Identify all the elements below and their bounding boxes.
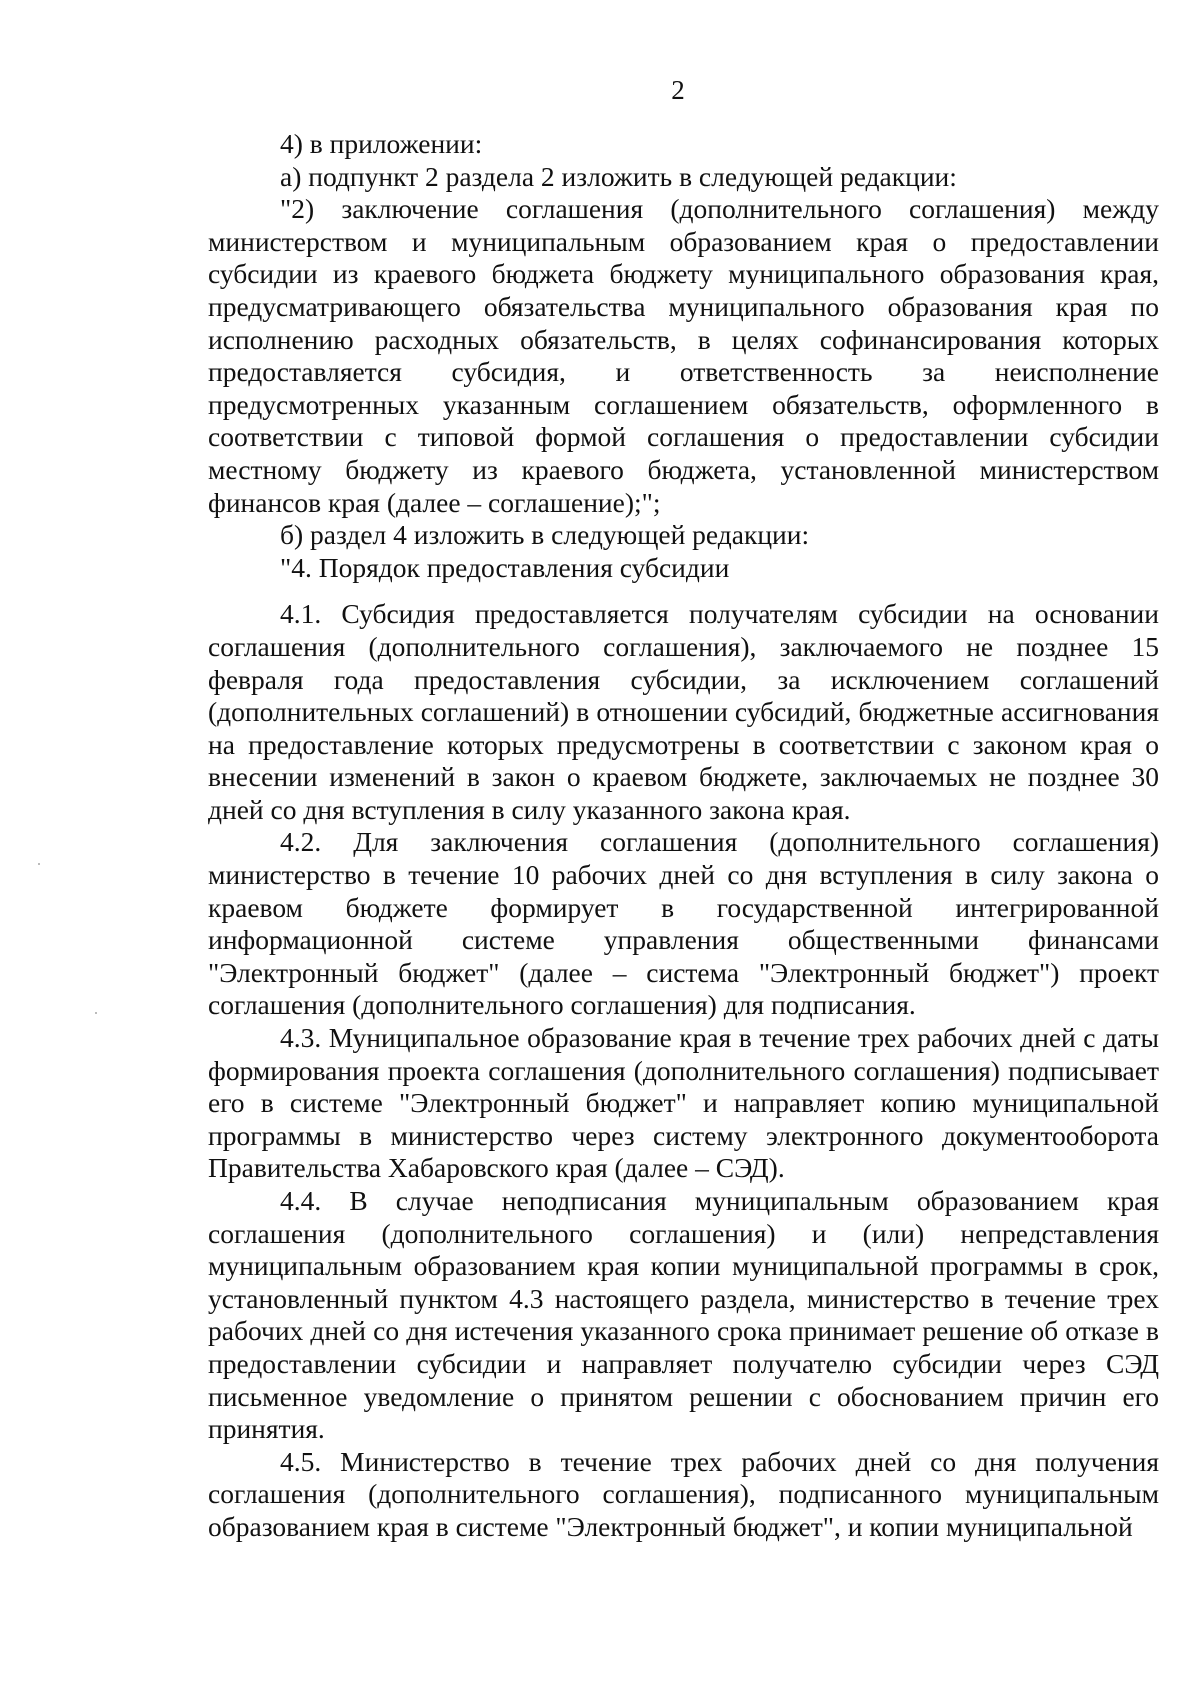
paragraph-item-a: а) подпункт 2 раздела 2 изложить в следующей редакции: bbox=[280, 160, 957, 192]
scan-speck bbox=[38, 863, 40, 865]
scan-speck bbox=[95, 1012, 97, 1014]
paragraph-subpoint-2: "2) заключение соглашения (дополнительного соглашения) между министерством и муниципальным образованием края о предоставлении субсидии из краевого бюджета бюджету муниципального образования края, предусматривающего обязательства муниципального образования края по исполнению расходных обязательств, в целях софинансирования которых предоставляется субсидия, и ответственность за неисполнение предусмотренных указанным соглашением обязательств, оформленного в соответствии с типовой формой соглашения о предоставлении субсидии местному бюджету из краевого бюджета, установленной министерством финансов края (далее – соглашение);"; bbox=[208, 193, 1159, 518]
paragraph-4-5: 4.5. Министерство в течение трех рабочих дней со дня получения соглашения (дополнительного соглашения), подписанного муниципальным образованием края в системе "Электронный бюджет", и копии муниципальной bbox=[208, 1445, 1159, 1542]
section-heading: "4. Порядок предоставления субсидии bbox=[280, 551, 730, 583]
paragraph-4-2: 4.2. Для заключения соглашения (дополнительного соглашения) министерство в течение 10 рабочих дней со дня вступления в силу закона о краевом бюджете формирует в государственной интегрированной информационной системе управления общественными финансами "Электронный бюджет" (далее – система "Электронный бюджет") проект соглашения (дополнительного соглашения) для подписания. bbox=[208, 826, 1159, 1021]
paragraph-4-3: 4.3. Муниципальное образование края в течение трех рабочих дней с даты формирования проекта соглашения (дополнительного соглашения) подписывает его в системе "Электронный бюджет" и направляет копию муниципальной программы в министерство через систему электронного документооборота Правительства Хабаровского края (далее – СЭД). bbox=[208, 1022, 1159, 1184]
paragraph-annex-intro: 4) в приложении: bbox=[280, 128, 483, 159]
paragraph-4-4: 4.4. В случае неподписания муниципальным образованием края соглашения (дополнительного соглашения) и (или) непредставления муниципальным образованием края копии муниципальной программы в срок, установленный пунктом 4.3 настоящего раздела, министерство в течение трех рабочих дней со дня истечения указанного срока принимает решение об отказе в предоставлении субсидии и направляет получателю субсидии через СЭД письменное уведомление о принятом решении с обоснованием причин его принятия. bbox=[208, 1185, 1159, 1445]
page-number: 2 bbox=[671, 75, 685, 105]
document-body bbox=[208, 128, 1159, 1544]
paragraph-4-1: 4.1. Субсидия предоставляется получателям субсидии на основании соглашения (дополнительного соглашения), заключаемого не позднее 15 февраля года предоставления субсидии, за исключением соглашений (дополнительных соглашений) в отношении субсидий, бюджетные ассигнования на предоставление которых предусмотрены в соответствии с законом края о внесении изменений в закон о краевом бюджете, заключаемых не позднее 30 дней со дня вступления в силу указанного закона края. bbox=[208, 598, 1159, 825]
paragraph-item-b: б) раздел 4 изложить в следующей редакции: bbox=[280, 519, 810, 551]
